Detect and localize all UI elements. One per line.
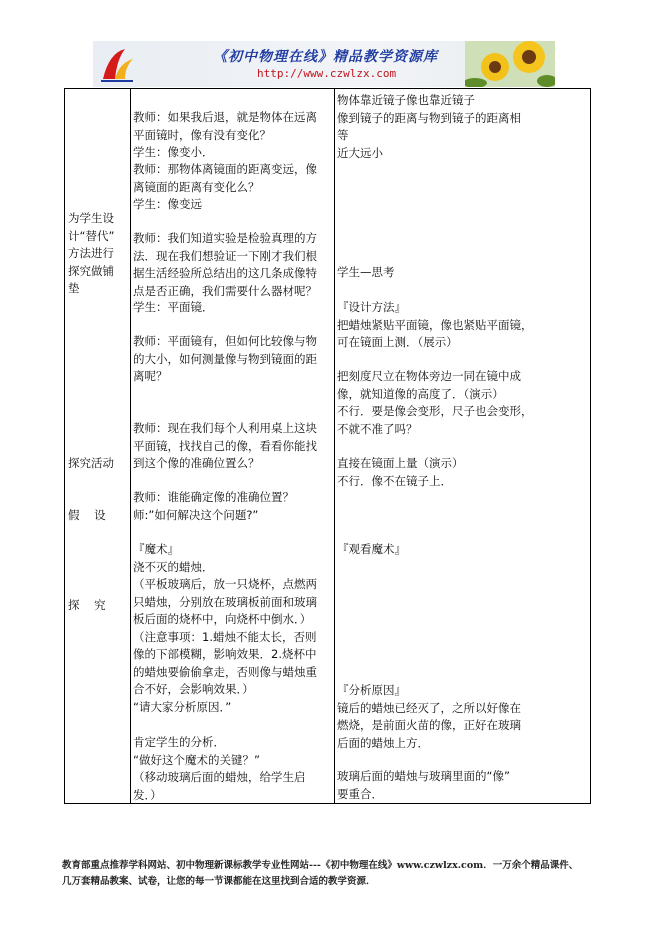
student-text-c: 『设计方法』 把蜡烛紧贴平面镜，像也紧贴平面镜， 可在镜面上测．（展示） (337, 300, 533, 349)
column-divider (130, 89, 131, 803)
banner-title: 《初中物理在线》精品教学资源库 (213, 49, 438, 65)
student-text-e: 直接在镜面上量（演示） 不行．像不在镜子上． (337, 456, 464, 488)
stage-text-a: 为学生设 计“替代” 方法进行 探究做铺 垫 (68, 211, 115, 295)
teacher-text-i: 教师：谁能确定像的准确位置？ 师:”如何解决这个问题?” (133, 490, 294, 522)
lesson-table (64, 88, 591, 804)
teacher-text-g: 教师：平面镜有，但如何比较像与物 的大小，如何测量像与物到镜面的距 离呢？ (133, 334, 317, 383)
stage-text-d: 探 究 (68, 598, 106, 612)
site-logo-icon (99, 45, 135, 83)
footer-line: 几万套精品教案、试卷，让您的每一节课都能在这里找到合适的教学资源． (62, 876, 376, 887)
teacher-text-c: 教师：那物体离镜面的距离变远，像 离镜面的距离有变化么？ (133, 162, 317, 194)
column-divider (334, 89, 335, 803)
student-text-g: 『分析原因』 镜后的蜡烛已经灭了，之所以好像在 燃烧，是前面火苗的像，正好在玻璃 后面的蜡烛上方． (337, 683, 521, 750)
student-text-f: 『观看魔术』 (337, 542, 406, 556)
student-text-b: 学生—思考 (337, 265, 395, 279)
teacher-text-j: 『魔术』 浇不灭的蜡烛． （平板玻璃后，放一只烧杯，点燃两 只蜡烛，分别放在玻璃板前面和玻璃 板后面的烧杯中，向烧杯中倒水．） （注意事项：1.蜡烛不能太长，否则 像的下部模糊，影响效果．2.烧杯中 的蜡烛要偷偷拿走，否则像与蜡烛重 合不好，会影响效果．） “请大家分析原因．” (133, 542, 317, 714)
footer-line: 教育部重点推荐学科网站、初中物理新课标教学专业性网站---《初中物理在线》www.czwlzx.com．一万余个精品课件、 (62, 860, 579, 871)
teacher-text-k: 肯定学生的分析． “做好这个魔术的关键？” （移动玻璃后面的蜡烛，给学生启 发．） (133, 735, 306, 802)
student-text-d: 把刻度尺立在物体旁边一同在镜中成 像，就知道像的高度了．（演示） 不行．要是像会变形，尺子也会变形， 不就不准了吗？ (337, 369, 533, 436)
banner-url[interactable]: http://www.czwlzx.com (257, 67, 397, 80)
stage-text-b: 探究活动 (68, 456, 114, 470)
teacher-text-h: 教师：现在我们每个人利用桌上这块 平面镜，找找自己的像，看看你能找 到这个像的准确位置么？ (133, 421, 317, 470)
teacher-text-e: 教师：我们知道实验是检验真理的方 法．现在我们想验证一下刚才我们根 据生活经验所总结出的这几条成像特 点是否正确，我们需要什么器材呢？ (133, 231, 317, 298)
header-banner (93, 41, 555, 87)
teacher-text-a: 教师：如果我后退，就是物体在远离 平面镜时，像有没有变化？ (133, 110, 317, 142)
stage-text-c: 假 设 (68, 508, 106, 522)
page-footer (62, 858, 607, 890)
sunflower-image (465, 41, 555, 87)
student-text-h: 玻璃后面的蜡烛与玻璃里面的“像” 要重合． (337, 769, 510, 801)
teacher-text-f: 学生：平面镜． (133, 300, 214, 314)
teacher-text-d: 学生：像变远 (133, 197, 202, 211)
student-text-a: 物体靠近镜子像也靠近镜子 像到镜子的距离与物到镜子的距离相 等 近大远小 (337, 93, 521, 160)
teacher-text-b: 学生：像变小． (133, 145, 214, 159)
